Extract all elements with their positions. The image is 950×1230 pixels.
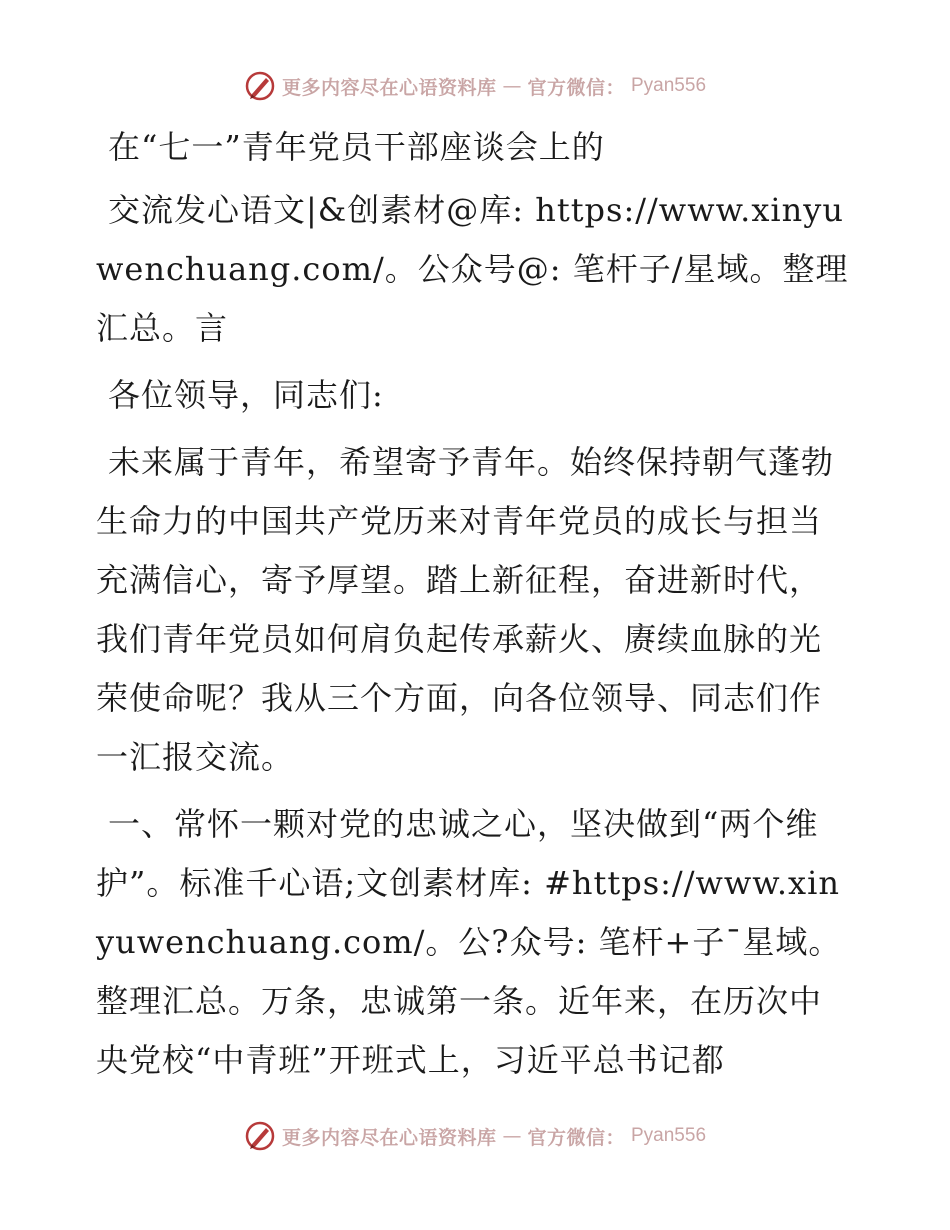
watermark-account: Pyan556	[631, 1125, 707, 1146]
watermark-header	[0, 70, 950, 102]
pen-logo-icon	[244, 1120, 276, 1152]
watermark-footer	[0, 1120, 950, 1152]
section-one-paragraph: 一、常怀一颗对党的忠诚之心，坚决做到“两个维护”。标准千心语;文创素材库: #https://www.xinyuwenchuang.com/。公?众号: 笔杆+子¯星域。整理汇总。万条，忠诚第一条。近年来，在历次中央党校“中青班”开班式上，习近平总书记都	[96, 805, 842, 1079]
watermark-account: Pyan556	[631, 75, 707, 96]
watermark-slogan: 更多内容尽在心语资料库	[281, 1126, 497, 1149]
greeting: 各位领导，同志们:	[108, 376, 384, 414]
document-title: 在“七一”青年党员干部座谈会上的	[108, 128, 605, 166]
watermark-separator: —	[502, 1125, 522, 1147]
watermark-separator: —	[502, 75, 522, 97]
watermark-label: 官方微信：	[527, 76, 625, 99]
document-body	[96, 118, 852, 1098]
pen-logo-icon	[244, 70, 276, 102]
intro-paragraph: 未来属于青年，希望寄予青年。始终保持朝气蓬勃生命力的中国共产党历来对青年党员的成长与担当充满信心，寄予厚望。踏上新征程，奋进新时代，我们青年党员如何肩负起传承薪火、赓续血脉的光荣使命呢？我从三个方面，向各位领导、同志们作一汇报交流。	[96, 443, 835, 776]
watermark-label: 官方微信：	[527, 1126, 625, 1149]
watermark-slogan: 更多内容尽在心语资料库	[281, 76, 497, 99]
document-subtitle: 交流发心语文|&创素材@库: https://www.xinyuwenchuang.com/。公众号@: 笔杆子/星域。整理汇总。言	[96, 191, 849, 347]
